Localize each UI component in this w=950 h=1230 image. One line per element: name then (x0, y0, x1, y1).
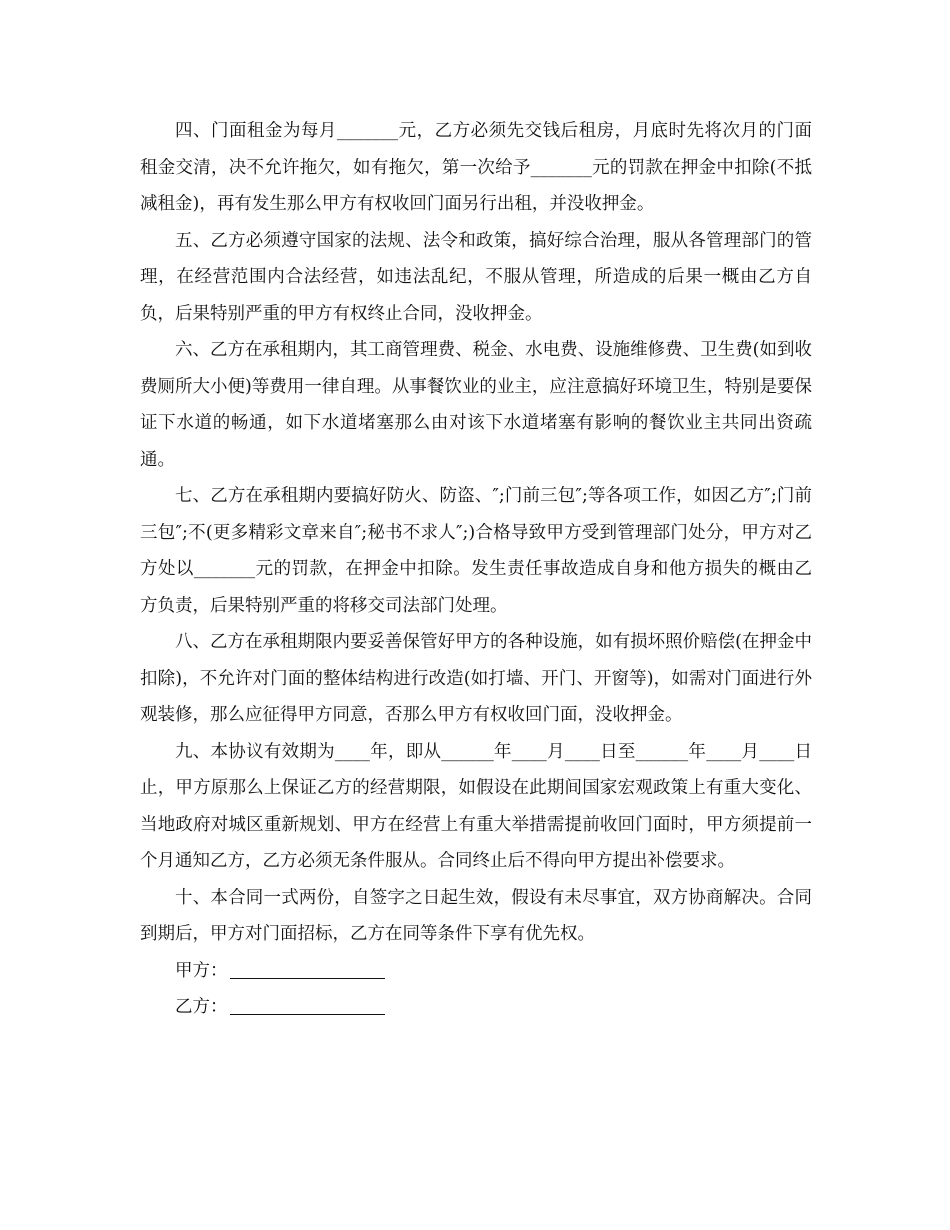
clause-4-paragraph: 四、门面租金为每月_______元，乙方必须先交钱后租房，月底时先将次月的门面租金交清，决不允许拖欠，如有拖欠，第一次给予_______元的罚款在押金中扣除(不抵减租金)，再有发生那么甲方有权收回门面另行出租，并没收押金。 (140, 121, 812, 214)
clause-5-paragraph: 五、乙方必须遵守国家的法规、法令和政策，搞好综合治理，服从各管理部门的管理，在经营范围内合法经营，如违法乱纪，不服从管理，所造成的后果一概由乙方自负，后果特别严重的甲方有权终止合同，没收押金。 (140, 230, 812, 324)
party-b-label: 乙方： (175, 996, 228, 1017)
document-body (140, 113, 812, 1025)
party-b-signature-line (230, 996, 385, 1015)
party-a-signature-row (140, 953, 812, 989)
clause-8-paragraph: 八、乙方在承租期限内要妥善保管好甲方的各种设施，如有损坏照价赔偿(在押金中扣除)，不允许对门面的整体结构进行改造(如打墙、开门、开窗等)，如需对门面进行外观装修，那么应征得甲方同意，否那么甲方有权收回门面，没收押金。 (140, 632, 812, 725)
clause-6-paragraph: 六、乙方在承租期内，其工商管理费、税金、水电费、设施维修费、卫生费(如到收费厕所大小便)等费用一律自理。从事餐饮业的业主，应注意搞好环境卫生，特别是要保证下水道的畅通，如下水道堵塞那么由对该下水道堵塞有影响的餐饮业主共同出资疏通。 (140, 340, 812, 470)
party-a-label: 甲方： (175, 960, 228, 981)
clause-10-paragraph: 十、本合同一式两份，自签字之日起生效，假设有未尽事宜，双方协商解决。合同到期后，甲方对门面招标，乙方在同等条件下享有优先权。 (140, 887, 812, 944)
clause-7-paragraph: 七、乙方在承租期内要搞好防火、防盗、″;门前三包″;等各项工作，如因乙方″;门前三包″;不(更多精彩文章来自″;秘书不求人″;)合格导致甲方受到管理部门处分，甲方对乙方处以_______元的罚款，在押金中扣除。发生责任事故造成自身和他方损失的概由乙方负责，后果特别严重的将移交司法部门处理。 (140, 486, 812, 616)
clause-9-paragraph: 九、本协议有效期为____年，即从______年____月____日至______年____月____日止，甲方原那么上保证乙方的经营期限，如假设在此期间国家宏观政策上有重大变化、当地政府对城区重新规划、甲方在经营上有重大举措需提前收回门面时，甲方须提前一个月通知乙方，乙方必须无条件服从。合同终止后不得向甲方提出补偿要求。 (140, 741, 812, 871)
party-b-signature-row (140, 989, 812, 1025)
party-a-signature-line (230, 960, 385, 979)
